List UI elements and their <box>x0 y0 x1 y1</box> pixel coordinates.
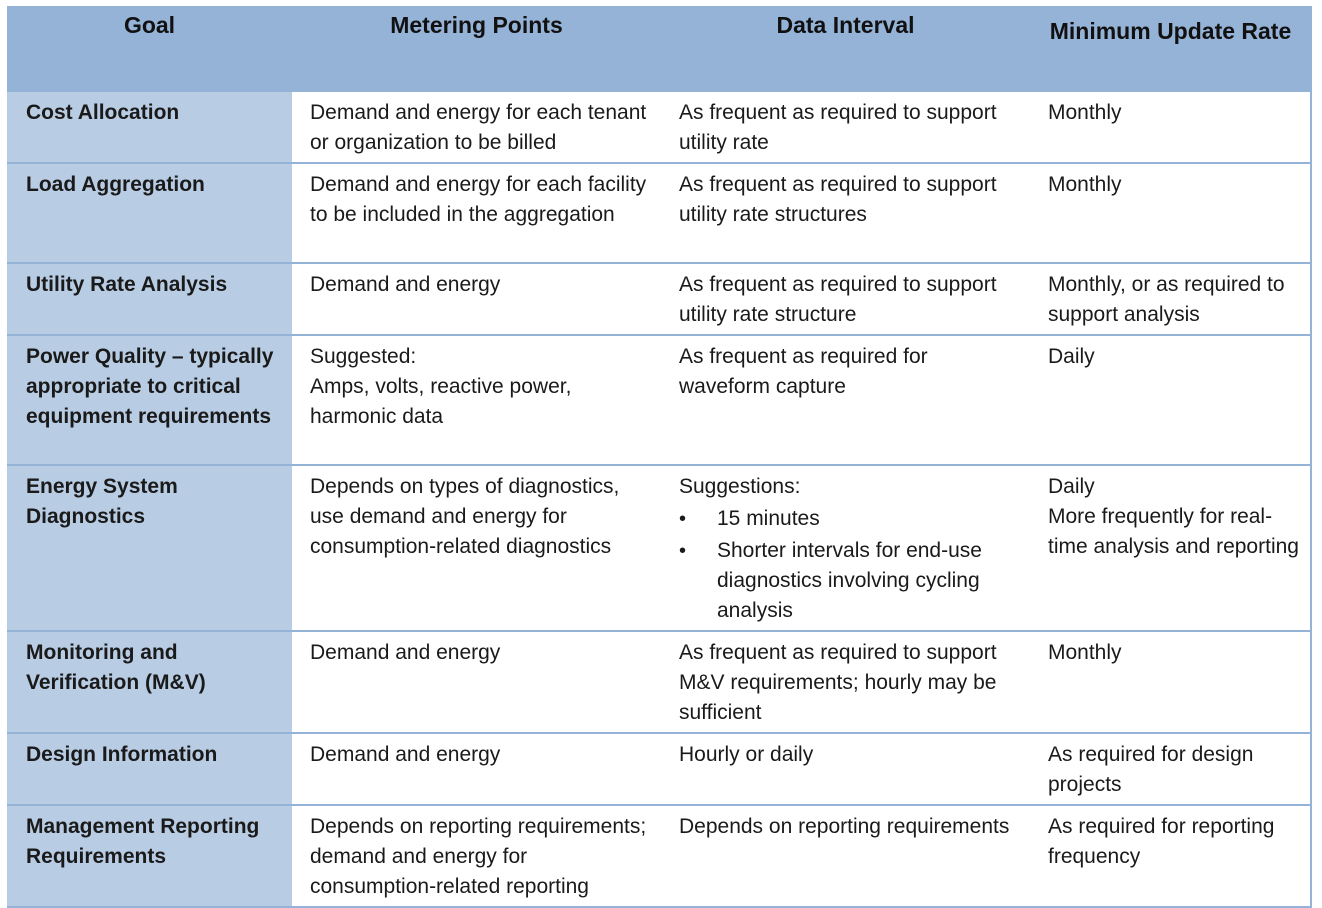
interval-bullet-list <box>679 504 1022 626</box>
goal-cell: Load Aggregation <box>7 163 292 263</box>
rate-line: More frequently for real-time analysis and reporting <box>1048 505 1299 558</box>
goal-cell: Power Quality – typically appropriate to critical equipment requirements <box>7 335 292 465</box>
header-metering-points: Metering Points <box>292 6 661 91</box>
goal-cell: Design Information <box>7 733 292 805</box>
table-row <box>7 91 1311 163</box>
rate-cell: Monthly <box>1030 631 1311 733</box>
metering-goals-table <box>7 6 1312 908</box>
list-item: • Shorter intervals for end-use diagnostics involving cycling analysis <box>679 536 1022 626</box>
interval-cell: As frequent as required to support utility rate structure <box>661 263 1030 335</box>
rate-cell: Monthly, or as required to support analysis <box>1030 263 1311 335</box>
interval-cell <box>661 465 1030 631</box>
metering-cell: Demand and energy <box>292 733 661 805</box>
interval-cell: Depends on reporting requirements <box>661 805 1030 907</box>
list-item: • 15 minutes <box>679 504 1022 534</box>
header-minimum-update-rate: Minimum Update Rate <box>1030 6 1311 91</box>
metering-cell: Demand and energy <box>292 631 661 733</box>
table-row <box>7 733 1311 805</box>
goal-cell: Management Reporting Requirements <box>7 805 292 907</box>
table-row <box>7 805 1311 907</box>
goal-cell: Utility Rate Analysis <box>7 263 292 335</box>
interval-cell: As frequent as required to support utility rate <box>661 91 1030 163</box>
table-row <box>7 263 1311 335</box>
rate-cell: As required for reporting frequency <box>1030 805 1311 907</box>
metering-detail: Amps, volts, reactive power, harmonic data <box>310 375 572 428</box>
interval-cell: As frequent as required for waveform capture <box>661 335 1030 465</box>
interval-intro: Suggestions: <box>679 475 801 498</box>
goal-cell: Monitoring and Verification (M&V) <box>7 631 292 733</box>
metering-cell <box>292 335 661 465</box>
interval-cell: As frequent as required to support utility rate structures <box>661 163 1030 263</box>
rate-cell: Monthly <box>1030 163 1311 263</box>
metering-cell: Depends on types of diagnostics, use demand and energy for consumption-related diagnostics <box>292 465 661 631</box>
table-row <box>7 631 1311 733</box>
header-data-interval: Data Interval <box>661 6 1030 91</box>
goal-cell: Cost Allocation <box>7 91 292 163</box>
metering-cell: Demand and energy for each tenant or organization to be billed <box>292 91 661 163</box>
interval-cell: As frequent as required to support M&V requirements; hourly may be sufficient <box>661 631 1030 733</box>
table-row <box>7 163 1311 263</box>
goal-cell: Energy System Diagnostics <box>7 465 292 631</box>
metering-cell: Demand and energy for each facility to be included in the aggregation <box>292 163 661 263</box>
rate-cell: As required for design projects <box>1030 733 1311 805</box>
table-row <box>7 335 1311 465</box>
rate-line: Daily <box>1048 475 1095 498</box>
interval-cell: Hourly or daily <box>661 733 1030 805</box>
rate-cell: Monthly <box>1030 91 1311 163</box>
metering-intro: Suggested: <box>310 345 417 368</box>
table-row <box>7 465 1311 631</box>
header-goal: Goal <box>7 6 292 91</box>
metering-cell: Depends on reporting requirements; demand and energy for consumption-related reporting <box>292 805 661 907</box>
metering-cell: Demand and energy <box>292 263 661 335</box>
header-row <box>7 6 1311 91</box>
rate-cell <box>1030 465 1311 631</box>
rate-cell: Daily <box>1030 335 1311 465</box>
